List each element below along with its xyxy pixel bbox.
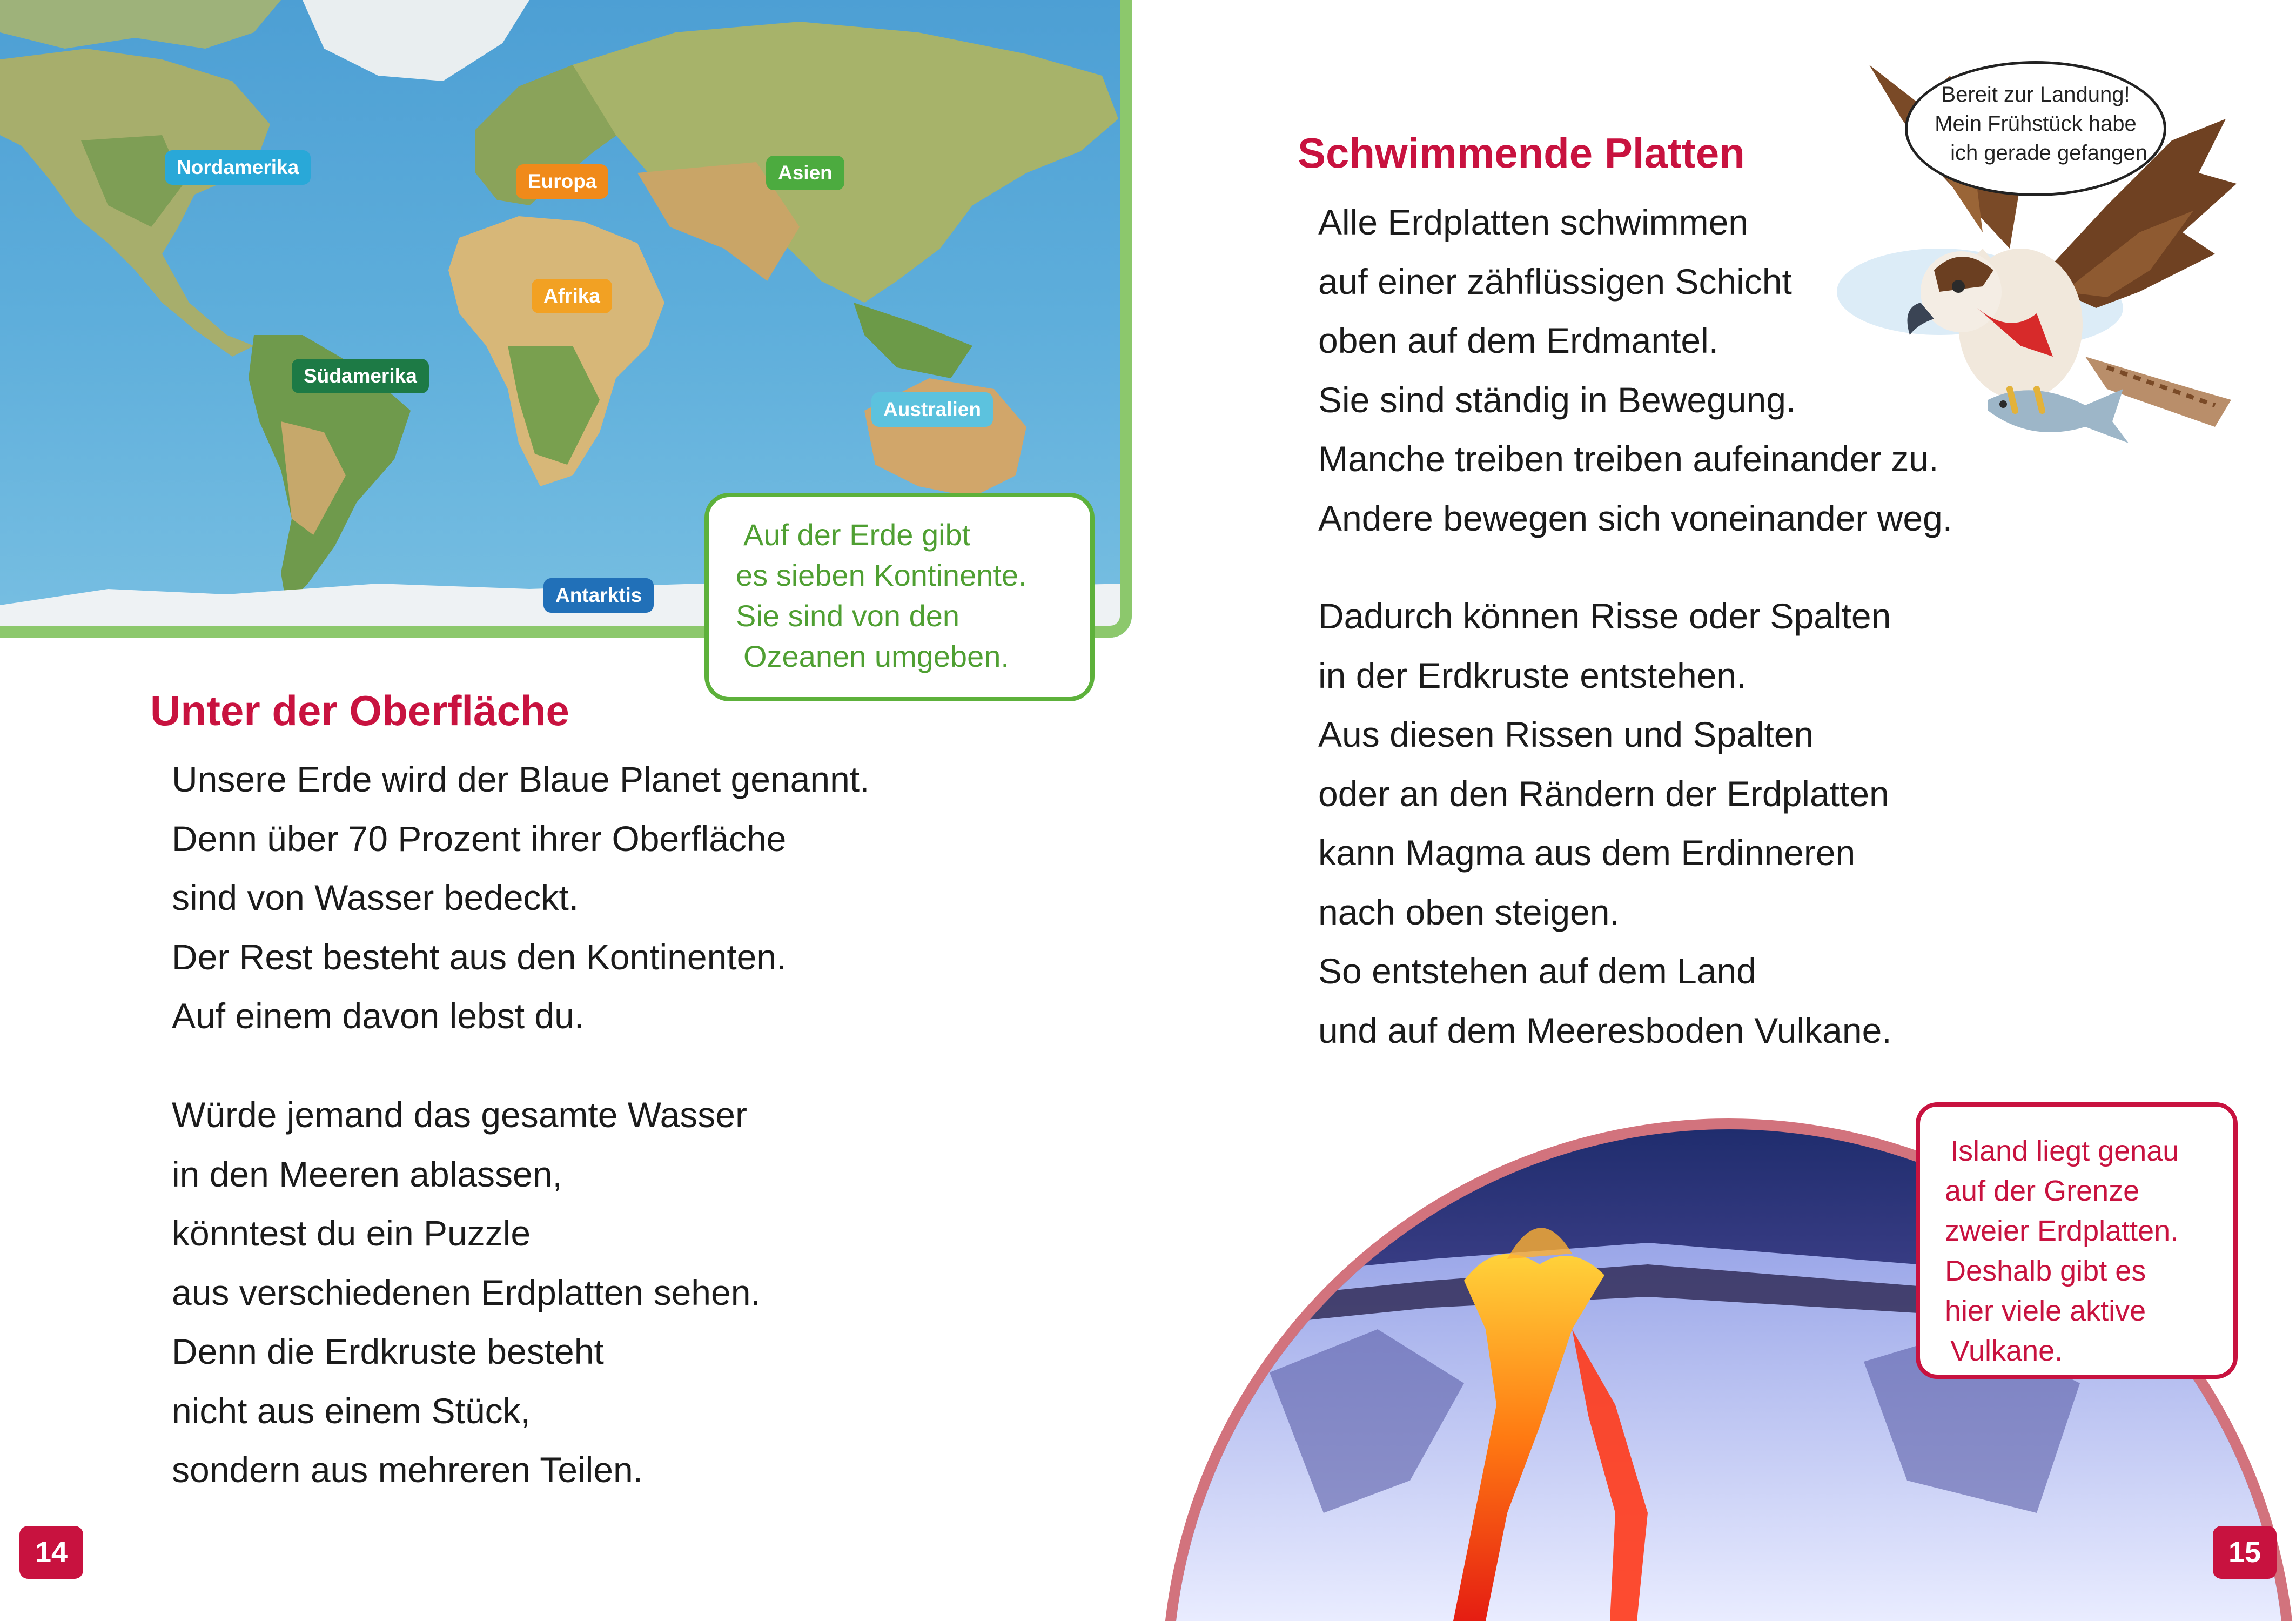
iceland-info-line-2: auf der Grenze bbox=[1945, 1175, 2140, 1207]
text-line: Denn die Erdkruste besteht bbox=[172, 1331, 604, 1371]
text-line: Sie sind ständig in Bewegung. bbox=[1318, 379, 1796, 420]
text-line: und auf dem Meeresboden Vulkane. bbox=[1318, 1010, 1892, 1050]
text-line: nach oben steigen. bbox=[1318, 892, 1620, 932]
text-line: Alle Erdplatten schwimmen bbox=[1318, 202, 1748, 242]
text-line: in den Meeren ablassen, bbox=[172, 1154, 562, 1194]
page-number-left: 14 bbox=[19, 1526, 83, 1579]
text-line: in der Erdkruste entstehen. bbox=[1318, 655, 1747, 695]
text-line: sind von Wasser bedeckt. bbox=[172, 878, 579, 917]
iceland-info-line-5: hier viele aktive bbox=[1945, 1295, 2146, 1327]
text-line: oben auf dem Erdmantel. bbox=[1318, 320, 1719, 360]
left-paragraph-1 bbox=[172, 750, 869, 1046]
iceland-info-box bbox=[1916, 1102, 2238, 1379]
map-label-suedamerika: Südamerika bbox=[292, 359, 429, 393]
iceland-info-line-3: zweier Erdplatten. bbox=[1945, 1215, 2179, 1247]
text-line: könntest du ein Puzzle bbox=[172, 1213, 531, 1253]
text-line: oder an den Rändern der Erdplatten bbox=[1318, 773, 1889, 814]
page-number-right: 15 bbox=[2213, 1526, 2277, 1579]
text-line: Der Rest besteht aus den Kontinenten. bbox=[172, 936, 787, 977]
text-line: Denn über 70 Prozent ihrer Oberfläche bbox=[172, 818, 787, 859]
continents-info-line-3: Sie sind von den bbox=[736, 599, 960, 633]
text-line: Dadurch können Risse oder Spalten bbox=[1318, 596, 1891, 636]
right-heading: Schwimmende Platten bbox=[1298, 129, 1745, 177]
text-line: So entstehen auf dem Land bbox=[1318, 951, 1756, 991]
continents-info-line-2: es sieben Kontinente. bbox=[736, 558, 1027, 592]
right-paragraph-2 bbox=[1318, 587, 1892, 1060]
text-line: Auf einem davon lebst du. bbox=[172, 996, 585, 1036]
text-line: Aus diesen Rissen und Spalten bbox=[1318, 714, 1814, 754]
continents-info-line-4: Ozeanen umgeben. bbox=[743, 639, 1009, 673]
text-line: Unsere Erde wird der Blaue Planet genannt. bbox=[172, 759, 870, 799]
text-line: Manche treiben treiben aufeinander zu. bbox=[1318, 439, 1939, 479]
text-line: auf einer zähflüssigen Schicht bbox=[1318, 261, 1792, 302]
text-line: Andere bewegen sich voneinander weg. bbox=[1318, 498, 1953, 538]
map-label-afrika: Afrika bbox=[532, 279, 612, 313]
iceland-info-line-4: Deshalb gibt es bbox=[1945, 1255, 2146, 1287]
continents-info-box bbox=[704, 493, 1095, 701]
left-heading: Unter der Oberfläche bbox=[150, 687, 569, 734]
iceland-info-line-1: Island liegt genau bbox=[1950, 1135, 2179, 1167]
left-paragraph-2 bbox=[172, 1086, 761, 1500]
text-line: kann Magma aus dem Erdinneren bbox=[1318, 833, 1856, 873]
text-line: nicht aus einem Stück, bbox=[172, 1390, 531, 1431]
bird-speech-bubble bbox=[1905, 61, 2166, 196]
map-label-asien: Asien bbox=[766, 156, 844, 190]
text-line: sondern aus mehreren Teilen. bbox=[172, 1450, 643, 1490]
continents-info-line-1: Auf der Erde gibt bbox=[743, 518, 971, 552]
map-label-europa: Europa bbox=[516, 164, 608, 199]
text-line: Würde jemand das gesamte Wasser bbox=[172, 1095, 747, 1135]
map-label-australien: Australien bbox=[871, 392, 993, 427]
bird-speech-line-1: Bereit zur Landung! bbox=[1941, 83, 2130, 106]
text-line: aus verschiedenen Erdplatten sehen. bbox=[172, 1272, 761, 1312]
iceland-info-line-6: Vulkane. bbox=[1950, 1335, 2063, 1367]
map-label-antarktis: Antarktis bbox=[543, 578, 654, 613]
bird-speech-line-2: Mein Frühstück habe bbox=[1935, 112, 2137, 136]
map-label-nordamerika: Nordamerika bbox=[165, 150, 311, 185]
bird-speech-line-3: ich gerade gefangen. bbox=[1950, 141, 2153, 165]
